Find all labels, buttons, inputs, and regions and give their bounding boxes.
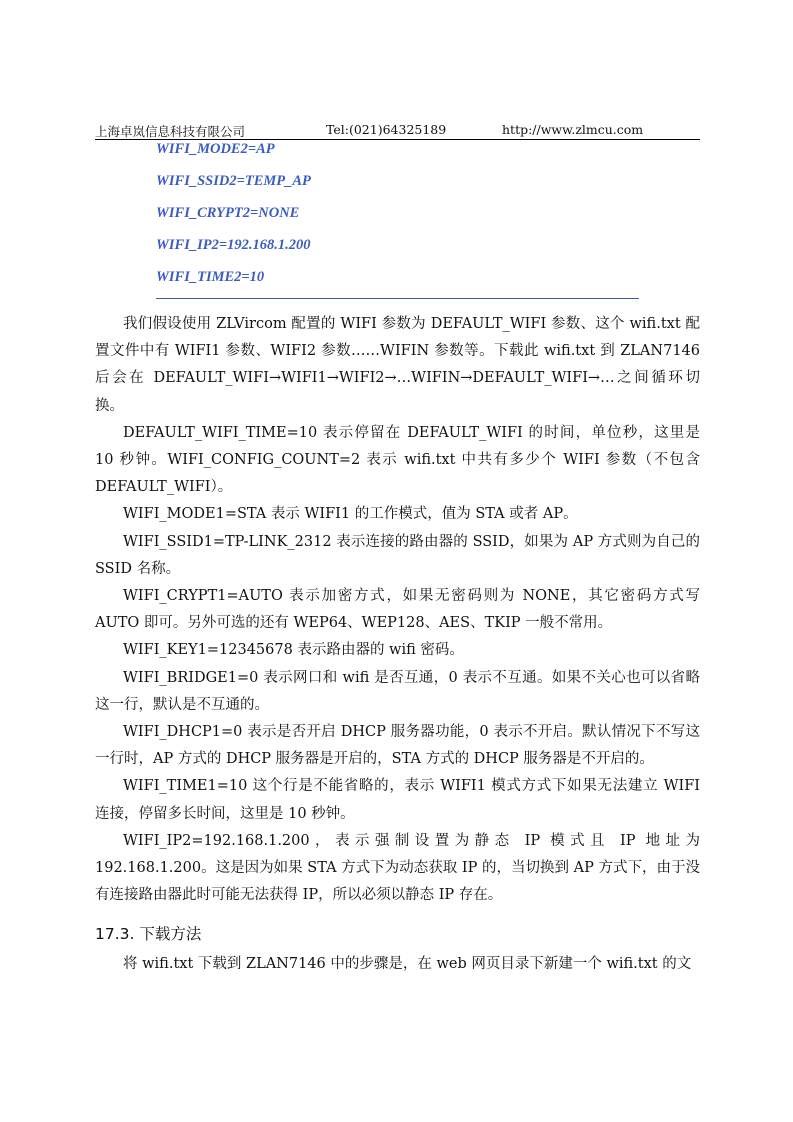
document-body bbox=[95, 311, 700, 979]
paragraph: DEFAULT_WIFI_TIME=10 表示停留在 DEFAULT_WIFI 的时间，单位秒，这里是 10 秒钟。WIFI_CONFIG_COUNT=2 表示 wifi.txt 中共有多少个 WIFI 参数（不包含 DEFAULT_WIFI）。 bbox=[95, 424, 700, 496]
code-line: WIFI_IP2=192.168.1.200 bbox=[156, 237, 311, 253]
paragraph: 将 wifi.txt 下载到 ZLAN7146 中的步骤是，在 web 网页目录下新建一个 wifi.txt 的文 bbox=[123, 956, 692, 973]
paragraph: WIFI_CRYPT1=AUTO 表示加密方式，如果无密码则为 NONE，其它密码方式写 AUTO 即可。另外可选的还有 WEP64、WEP128、AES、TKIP 一般不常用。 bbox=[95, 588, 700, 632]
code-line: WIFI_TIME2=10 bbox=[156, 269, 265, 285]
code-line: WIFI_SSID2=TEMP_AP bbox=[156, 173, 311, 189]
paragraph: WIFI_KEY1=12345678 表示路由器的 wifi 密码。 bbox=[123, 642, 464, 659]
paragraph: WIFI_MODE1=STA 表示 WIFI1 的工作模式，值为 STA 或者 AP。 bbox=[123, 506, 578, 523]
code-line: WIFI_MODE2=AP bbox=[156, 141, 275, 157]
paragraph: WIFI_IP2=192.168.1.200，表示强制设置为静态 IP 模式且 IP 地址为 192.168.1.200。这是因为如果 STA 方式下为动态获取 IP 的，当切换到 AP 方式下，由于没有连接路由器此时可能无法获得 IP，所以必须以静态 IP 存在。 bbox=[95, 832, 700, 904]
code-line: WIFI_CRYPT2=NONE bbox=[156, 205, 300, 221]
header-tel: Tel:(021)64325189 bbox=[326, 122, 447, 137]
paragraph: 我们假设使用 ZLVircom 配置的 WIFI 参数为 DEFAULT_WIFI 参数、这个 wifi.txt 配置文件中有 WIFI1 参数、WIFI2 参数……WIFIN 参数等。下载此 wifi.txt 到 ZLAN7146 后会在 DEFAULT_WIFI→WIFI1→WIFI2→…WIFIN→DEFAULT_WIFI→…之间循环切换。 bbox=[95, 316, 700, 414]
header-company: 上海卓岚信息科技有限公司 bbox=[95, 124, 246, 139]
header-url: http://www.zlmcu.com bbox=[502, 122, 644, 137]
paragraph: WIFI_TIME1=10 这个行是不能省略的，表示 WIFI1 模式方式下如果无法建立 WIFI 连接，停留多长时间，这里是 10 秒钟。 bbox=[95, 778, 700, 822]
code-block bbox=[156, 138, 639, 299]
paragraph: WIFI_DHCP1=0 表示是否开启 DHCP 服务器功能，0 表示不开启。默认情况下不写这一行时，AP 方式的 DHCP 服务器是开启的，STA 方式的 DHCP 服务器是不开启的。 bbox=[95, 724, 700, 768]
paragraph: WIFI_SSID1=TP-LINK_2312 表示连接的路由器的 SSID，如果为 AP 方式则为自己的 SSID 名称。 bbox=[95, 533, 700, 577]
paragraph: WIFI_BRIDGE1=0 表示网口和 wifi 是否互通，0 表示不互通。如果不关心也可以省略这一行，默认是不互通的。 bbox=[95, 669, 700, 713]
section-heading: 17.3. 下载方法 bbox=[95, 925, 202, 944]
